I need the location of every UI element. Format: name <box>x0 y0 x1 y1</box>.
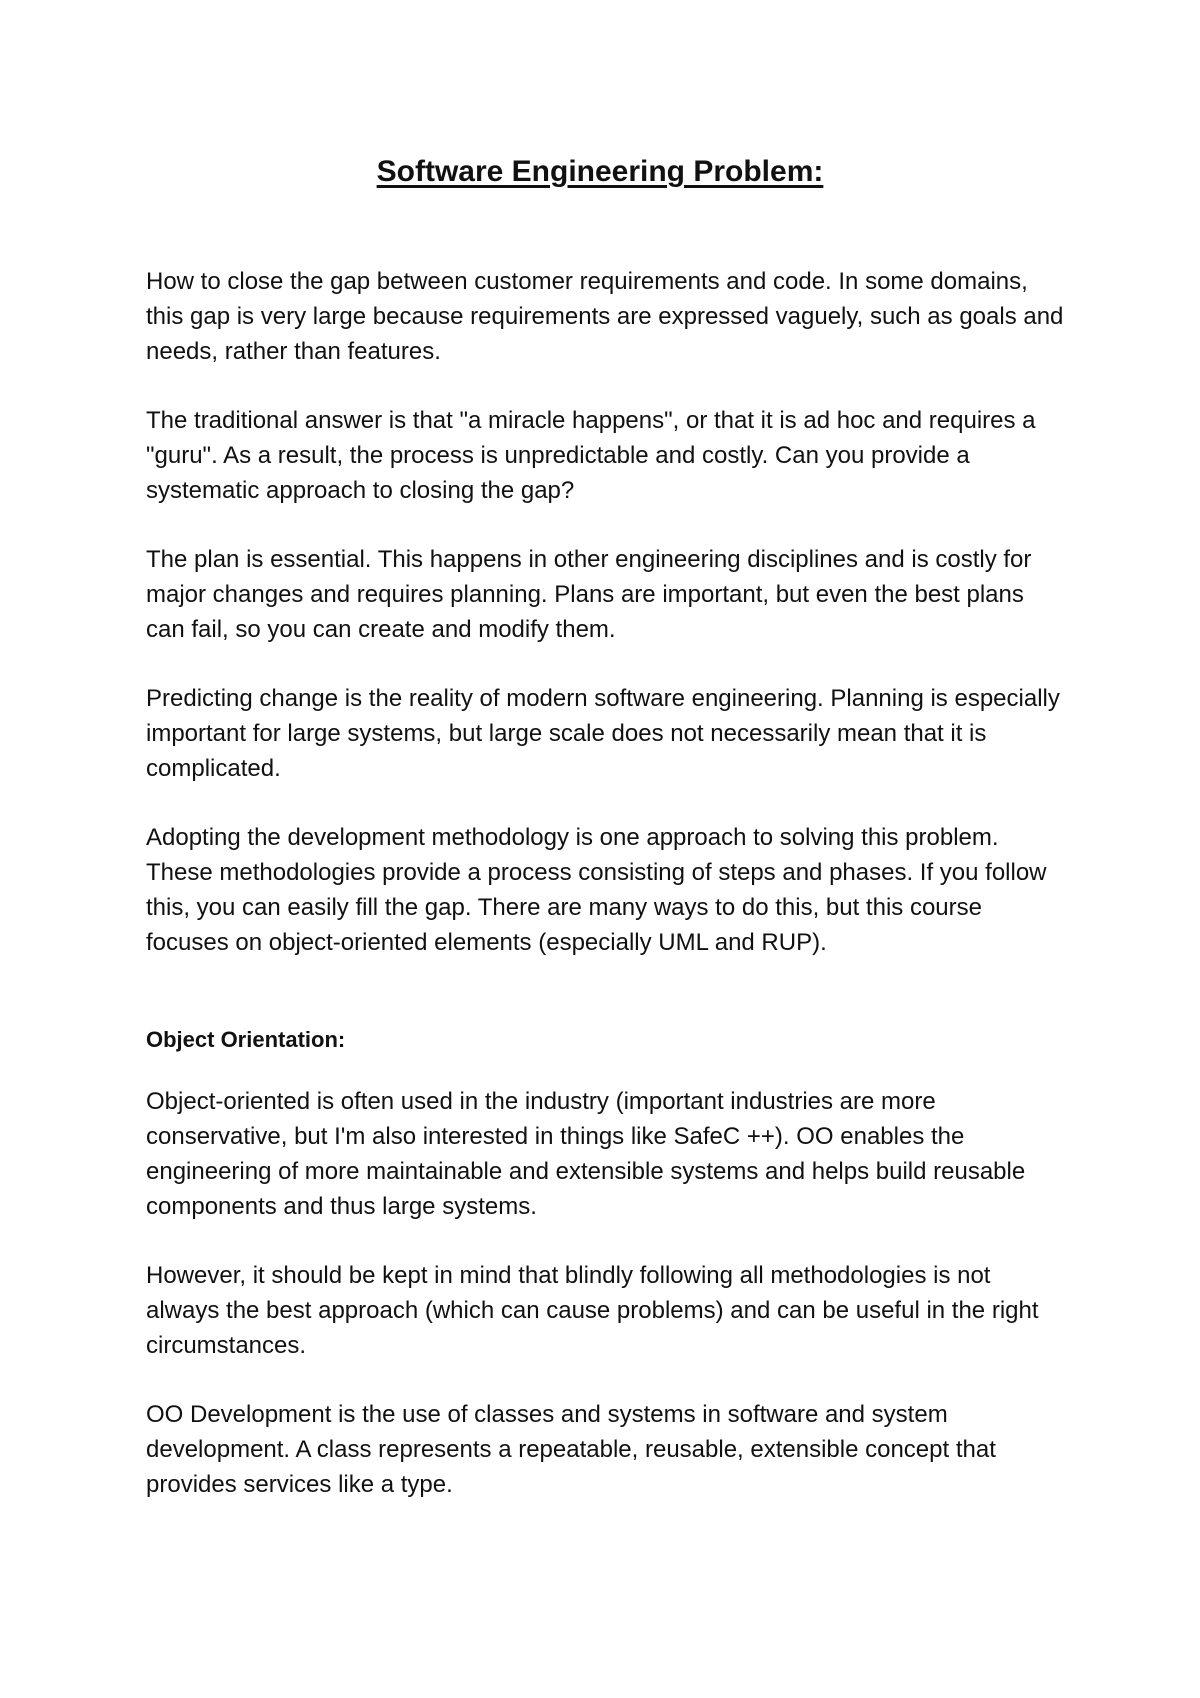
paragraph-methodology-caution: However, it should be kept in mind that blindly following all methodologies is not always the best approach (which can cause problems) and can be useful in the right circumstances. <box>146 1262 1039 1359</box>
paragraph-object-oriented-industry: Object-oriented is often used in the industry (important industries are more conservative, but I'm also interested in things like SafeC ++). OO enables the engineering of more maintainable and extensible systems and helps build reusable components and thus large systems. <box>146 1088 1026 1220</box>
paragraph-plan-essential: The plan is essential. This happens in other engineering disciplines and is costly for major changes and requires planning. Plans are important, but even the best plans can fail, so you can create and modify them. <box>146 546 1032 643</box>
paragraph-methodology: Adopting the development methodology is one approach to solving this problem. These methodologies provide a process consisting of steps and phases. If you follow this, you can easily fill the gap. There are many ways to do this, but this course focuses on object-oriented elements (especially UML and RUP). <box>146 824 1047 956</box>
document-title: Software Engineering Problem: <box>376 155 824 188</box>
paragraph-traditional-answer: The traditional answer is that "a miracle happens", or that it is ad hoc and requires a "guru". As a result, the process is unpredictable and costly. Can you provide a systematic approach to closing the gap? <box>146 407 1036 504</box>
paragraph-gap-definition: How to close the gap between customer requirements and code. In some domains, this gap is very large because requirements are expressed vaguely, such as goals and needs, rather than features. <box>146 268 1064 365</box>
paragraph-oo-development: OO Development is the use of classes and systems in software and system development. A class represents a repeatable, reusable, extensible concept that provides services like a type. <box>146 1401 996 1498</box>
section-heading-object-orientation: Object Orientation: <box>146 1027 346 1052</box>
paragraph-predicting-change: Predicting change is the reality of modern software engineering. Planning is especially important for large systems, but large scale does not necessarily mean that it is complicated. <box>146 685 1060 782</box>
